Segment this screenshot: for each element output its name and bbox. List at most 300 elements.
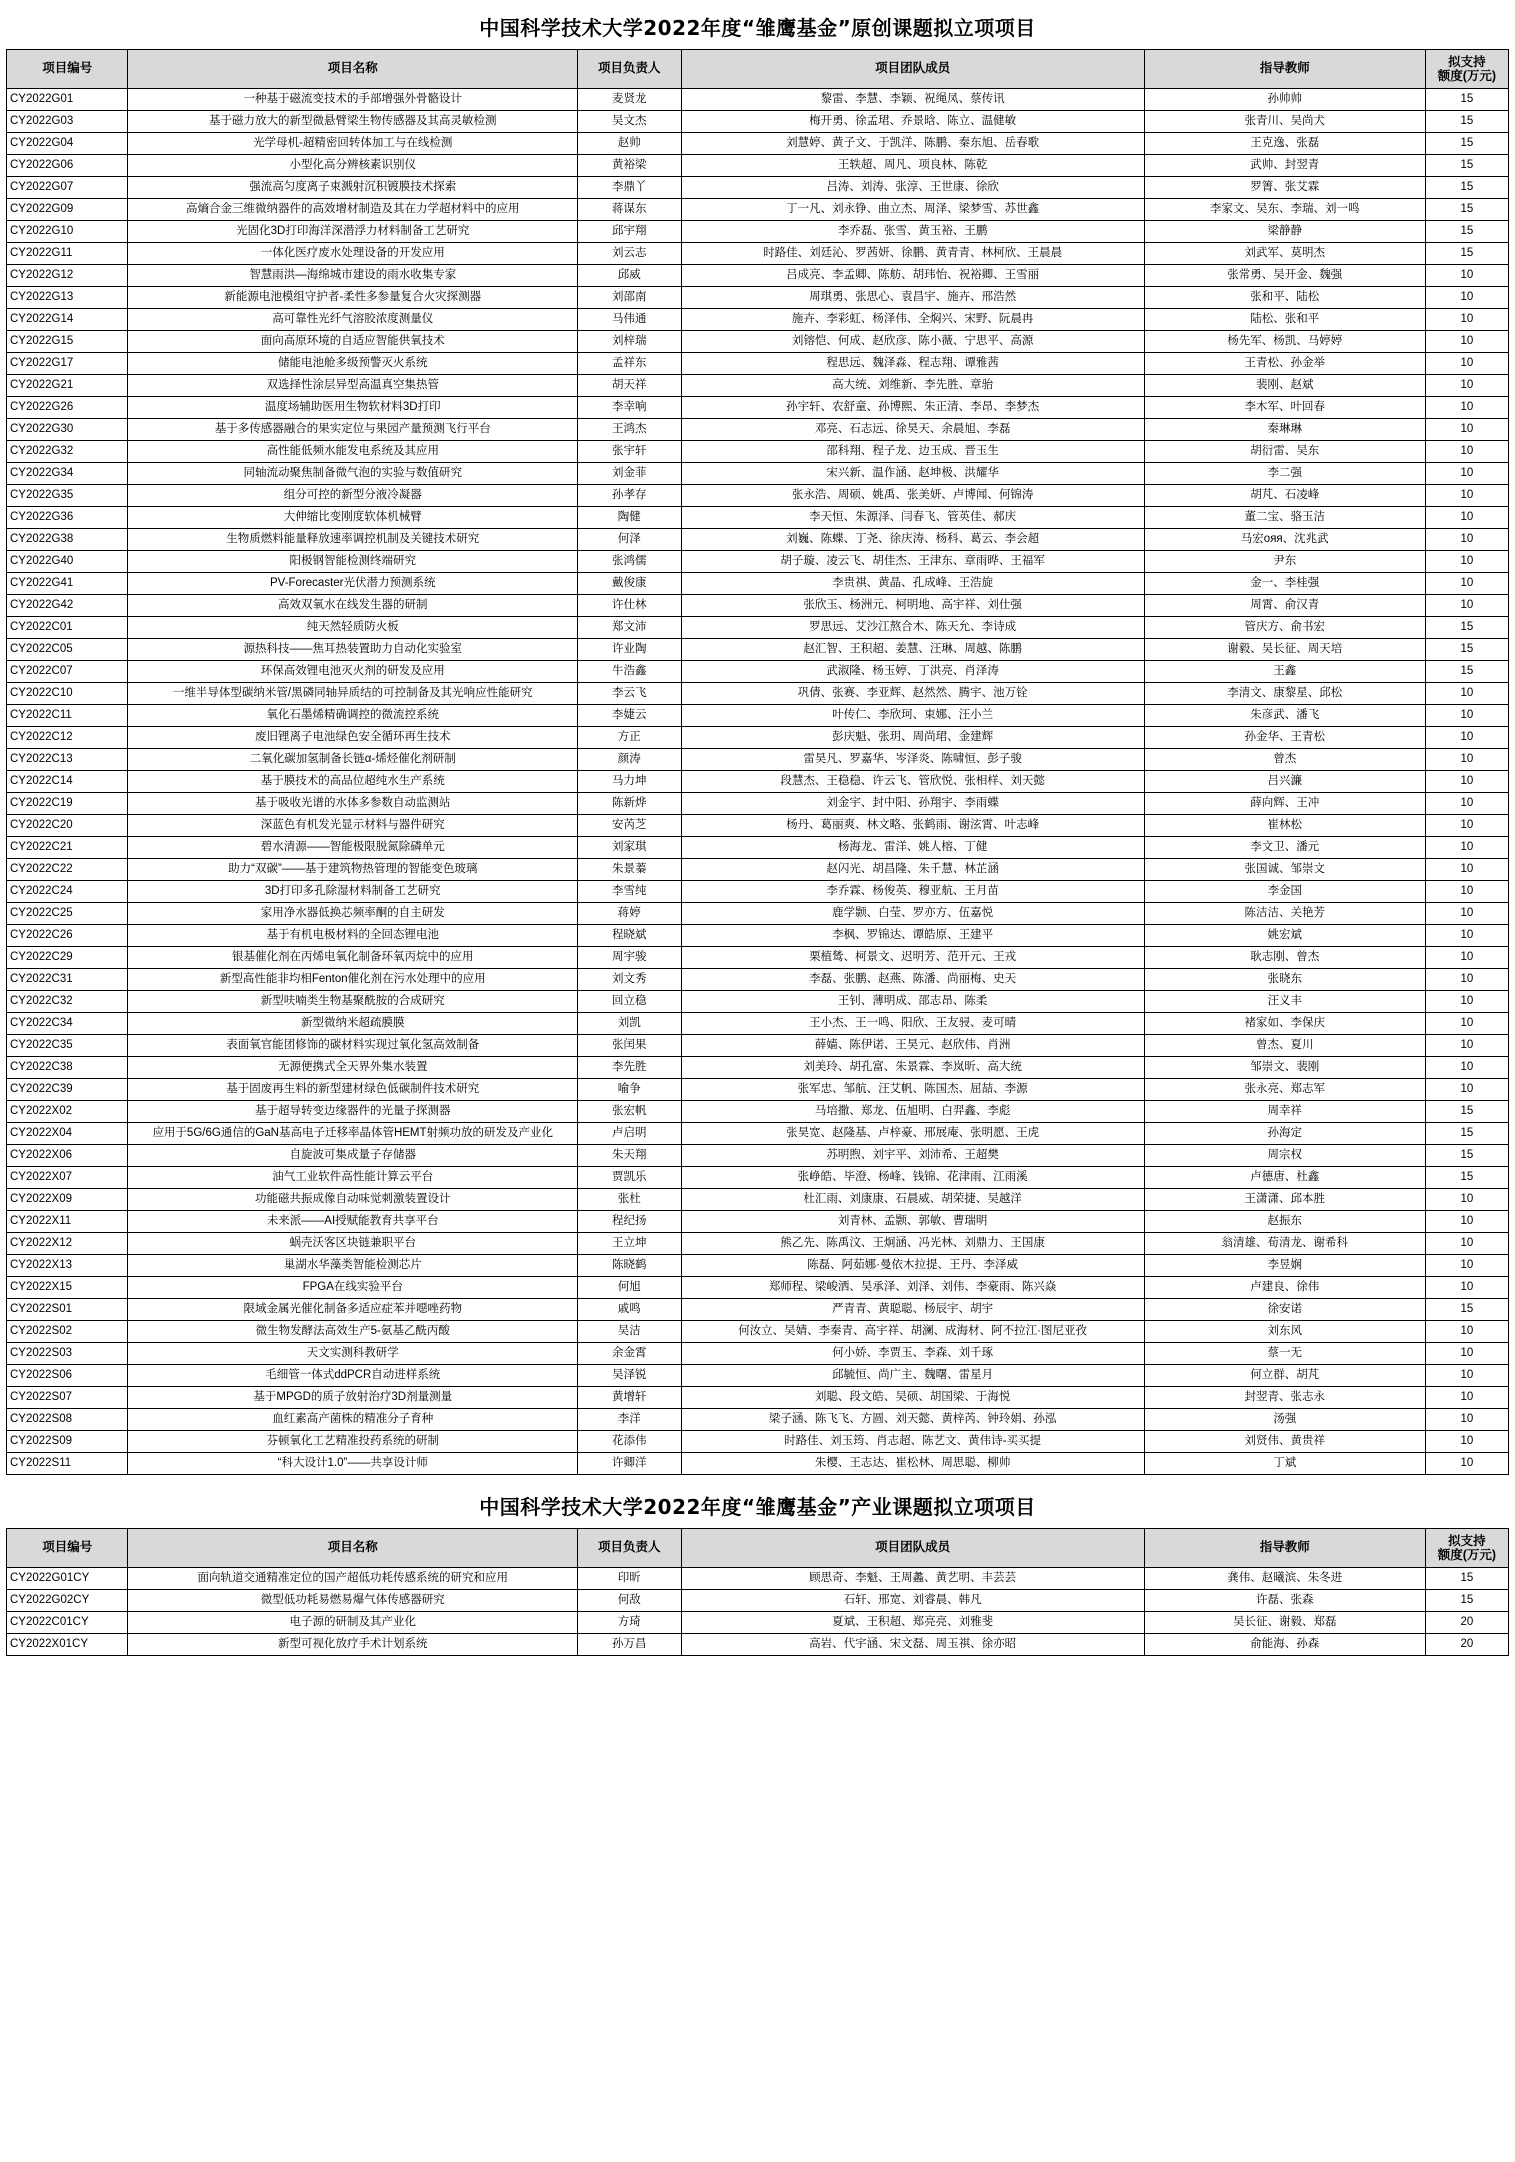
cell-project-name: 蜗壳沃客区块链兼职平台 xyxy=(128,1233,578,1255)
cell-project-id: CY2022G03 xyxy=(7,111,128,133)
cell-advisor: 徐安诺 xyxy=(1144,1299,1425,1321)
cell-advisor: 胡芃、石凌峰 xyxy=(1144,485,1425,507)
cell-project-id: CY2022X07 xyxy=(7,1167,128,1189)
cell-advisor: 谢毅、吴长征、周天培 xyxy=(1144,639,1425,661)
cell-amount: 10 xyxy=(1425,771,1508,793)
table-row xyxy=(7,1321,1509,1343)
cell-advisor: 李金国 xyxy=(1144,881,1425,903)
cell-project-id: CY2022X01CY xyxy=(7,1634,128,1656)
cell-project-id: CY2022X15 xyxy=(7,1277,128,1299)
table-row xyxy=(7,815,1509,837)
cell-advisor: 李文卫、潘元 xyxy=(1144,837,1425,859)
cell-project-team: 张峥皓、毕澄、杨峰、钱锦、花津雨、江雨溪 xyxy=(681,1167,1144,1189)
cell-amount: 10 xyxy=(1425,441,1508,463)
cell-amount: 10 xyxy=(1425,287,1508,309)
header-amount xyxy=(1425,50,1508,89)
cell-project-team: 杨丹、葛丽爽、林文略、张鹤雨、谢泫霄、叶志峰 xyxy=(681,815,1144,837)
cell-project-team: 程思远、魏泽淼、程志翔、谭雅茜 xyxy=(681,353,1144,375)
cell-project-team: 苏明煦、刘宇平、刘沛希、王超樊 xyxy=(681,1145,1144,1167)
cell-project-name: 高效双氧水在线发生器的研制 xyxy=(128,595,578,617)
table-row xyxy=(7,595,1509,617)
cell-project-name: 双选择性涂层异型高温真空集热管 xyxy=(128,375,578,397)
cell-project-leader: 戴俊康 xyxy=(578,573,681,595)
cell-advisor: 陆松、张和平 xyxy=(1144,309,1425,331)
cell-advisor: 邹崇文、裴刚 xyxy=(1144,1057,1425,1079)
cell-project-name: PV-Forecaster光伏潜力预测系统 xyxy=(128,573,578,595)
cell-project-id: CY2022C01CY xyxy=(7,1612,128,1634)
cell-project-id: CY2022C14 xyxy=(7,771,128,793)
table-row xyxy=(7,441,1509,463)
cell-project-id: CY2022X06 xyxy=(7,1145,128,1167)
cell-advisor: 李二强 xyxy=(1144,463,1425,485)
cell-advisor: 曾杰 xyxy=(1144,749,1425,771)
cell-project-name: 应用于5G/6G通信的GaN基高电子迁移率晶体管HEMT射频功放的研发及产业化 xyxy=(128,1123,578,1145)
cell-project-leader: 蒋谋东 xyxy=(578,199,681,221)
cell-project-team: 栗植鸶、柯景文、迟明芳、范开元、王戎 xyxy=(681,947,1144,969)
cell-project-id: CY2022C20 xyxy=(7,815,128,837)
cell-project-team: 薛嫱、陈伊诺、王昊元、赵欣伟、肖洲 xyxy=(681,1035,1144,1057)
cell-project-id: CY2022G06 xyxy=(7,155,128,177)
cell-amount: 10 xyxy=(1425,859,1508,881)
cell-project-team: 刘慧婷、黄子文、于凯洋、陈鹏、秦东旭、岳春歌 xyxy=(681,133,1144,155)
table-row xyxy=(7,463,1509,485)
table-row xyxy=(7,287,1509,309)
cell-project-id: CY2022X12 xyxy=(7,1233,128,1255)
cell-amount: 10 xyxy=(1425,1409,1508,1431)
cell-project-id: CY2022G38 xyxy=(7,529,128,551)
cell-project-id: CY2022G17 xyxy=(7,353,128,375)
cell-advisor: 姚宏斌 xyxy=(1144,925,1425,947)
cell-project-leader: 印昕 xyxy=(578,1568,681,1590)
cell-project-leader: 郑文沛 xyxy=(578,617,681,639)
cell-advisor: 何立群、胡芃 xyxy=(1144,1365,1425,1387)
cell-project-team: 吕涛、刘涛、张淳、王世康、徐欣 xyxy=(681,177,1144,199)
cell-project-team: 李乔霖、杨俊英、穆亚航、王月苗 xyxy=(681,881,1144,903)
cell-advisor: 张常勇、吴开金、魏强 xyxy=(1144,265,1425,287)
cell-project-id: CY2022G10 xyxy=(7,221,128,243)
table-row xyxy=(7,507,1509,529)
table-row xyxy=(7,1365,1509,1387)
cell-project-id: CY2022G15 xyxy=(7,331,128,353)
cell-project-id: CY2022G02CY xyxy=(7,1590,128,1612)
cell-project-leader: 吴泽锐 xyxy=(578,1365,681,1387)
cell-amount: 10 xyxy=(1425,1321,1508,1343)
cell-project-leader: 马力坤 xyxy=(578,771,681,793)
cell-advisor: 封翌青、张志永 xyxy=(1144,1387,1425,1409)
cell-project-team: 李乔磊、张雪、黄玉裕、王鹏 xyxy=(681,221,1144,243)
cell-advisor: 汪义丰 xyxy=(1144,991,1425,1013)
cell-project-team: 刘青林、孟颢、郭敏、曹瑞明 xyxy=(681,1211,1144,1233)
header-project-id: 项目编号 xyxy=(7,50,128,89)
cell-project-leader: 卢启明 xyxy=(578,1123,681,1145)
cell-amount: 10 xyxy=(1425,529,1508,551)
header-amount-line1: 拟支持 xyxy=(1448,1533,1486,1548)
cell-project-id: CY2022S02 xyxy=(7,1321,128,1343)
table-row xyxy=(7,749,1509,771)
cell-project-id: CY2022C21 xyxy=(7,837,128,859)
cell-project-name: 高熵合金三维微纳器件的高效增材制造及其在力学超材料中的应用 xyxy=(128,199,578,221)
cell-project-name: 氧化石墨烯精确调控的微流控系统 xyxy=(128,705,578,727)
cell-project-leader: 回立稳 xyxy=(578,991,681,1013)
cell-project-id: CY2022C22 xyxy=(7,859,128,881)
cell-amount: 10 xyxy=(1425,353,1508,375)
cell-project-team: 罗思远、艾沙江熬合木、陈天允、李诗成 xyxy=(681,617,1144,639)
header-project-team: 项目团队成员 xyxy=(681,1529,1144,1568)
cell-project-id: CY2022G14 xyxy=(7,309,128,331)
header-amount-line2: 额度(万元) xyxy=(1437,1548,1497,1562)
cell-advisor: 李家文、吴东、李瑞、刘一鸣 xyxy=(1144,199,1425,221)
cell-amount: 10 xyxy=(1425,375,1508,397)
table-row xyxy=(7,947,1509,969)
cell-advisor: 杨先军、杨凯、马婷婷 xyxy=(1144,331,1425,353)
cell-project-leader: 孙万昌 xyxy=(578,1634,681,1656)
cell-amount: 10 xyxy=(1425,1079,1508,1101)
cell-project-leader: 张宏帆 xyxy=(578,1101,681,1123)
table-row xyxy=(7,1101,1509,1123)
original-projects-table xyxy=(6,49,1509,1475)
table-row xyxy=(7,881,1509,903)
cell-project-leader: 何敌 xyxy=(578,1590,681,1612)
cell-project-name: 基于固废再生料的新型建材绿色低碳制件技术研究 xyxy=(128,1079,578,1101)
table-row xyxy=(7,419,1509,441)
cell-project-team: 刘美玲、胡孔富、朱景霖、李岚昕、高大统 xyxy=(681,1057,1144,1079)
cell-amount: 10 xyxy=(1425,727,1508,749)
cell-project-id: CY2022G12 xyxy=(7,265,128,287)
cell-amount: 20 xyxy=(1425,1612,1508,1634)
cell-project-id: CY2022X13 xyxy=(7,1255,128,1277)
cell-project-name: 环保高效锂电池灭火剂的研发及应用 xyxy=(128,661,578,683)
cell-project-id: CY2022C07 xyxy=(7,661,128,683)
header-project-name: 项目名称 xyxy=(128,50,578,89)
cell-advisor: 赵振东 xyxy=(1144,1211,1425,1233)
cell-project-leader: 黄增轩 xyxy=(578,1387,681,1409)
table-row xyxy=(7,1299,1509,1321)
cell-project-id: CY2022G01CY xyxy=(7,1568,128,1590)
cell-advisor: 武帅、封翌青 xyxy=(1144,155,1425,177)
table-row xyxy=(7,1013,1509,1035)
cell-project-leader: 麦贤龙 xyxy=(578,89,681,111)
cell-advisor: 卢德唐、杜鑫 xyxy=(1144,1167,1425,1189)
cell-amount: 10 xyxy=(1425,815,1508,837)
cell-project-leader: 刘文秀 xyxy=(578,969,681,991)
cell-project-name: 新型微纳米超疏膜膜 xyxy=(128,1013,578,1035)
cell-project-name: 基于MPGD的质子放射治疗3D剂量测量 xyxy=(128,1387,578,1409)
cell-project-leader: 许仕林 xyxy=(578,595,681,617)
cell-project-name: 基于吸收光谱的水体多参数自动监测站 xyxy=(128,793,578,815)
cell-advisor: 张晓东 xyxy=(1144,969,1425,991)
cell-project-leader: 陶健 xyxy=(578,507,681,529)
header-project-team: 项目团队成员 xyxy=(681,50,1144,89)
cell-amount: 10 xyxy=(1425,1431,1508,1453)
cell-advisor: 李昱娴 xyxy=(1144,1255,1425,1277)
cell-amount: 20 xyxy=(1425,1634,1508,1656)
table-row xyxy=(7,617,1509,639)
cell-project-name: 碧水清源——智能极限脱氮除磷单元 xyxy=(128,837,578,859)
cell-project-team: 梁子涵、陈飞飞、方圆、刘天懿、黄梓芮、钟玲娟、孙泓 xyxy=(681,1409,1144,1431)
section2-title: 中国科学技术大学2022年度“雏鹰基金”产业课题拟立项项目 xyxy=(479,1495,1036,1519)
cell-project-name: 阳极钢智能检测终端研究 xyxy=(128,551,578,573)
cell-project-name: 一体化医疗废水处理设备的开发应用 xyxy=(128,243,578,265)
cell-project-team: 孙宇轩、农舒童、孙博熙、朱正清、李昂、李梦杰 xyxy=(681,397,1144,419)
cell-project-team: 赵闪光、胡昌隆、朱千慧、林芷涵 xyxy=(681,859,1144,881)
table-row xyxy=(7,661,1509,683)
cell-project-team: 杜汇雨、刘康康、石晨威、胡荣捷、吴越洋 xyxy=(681,1189,1144,1211)
cell-project-id: CY2022G34 xyxy=(7,463,128,485)
cell-advisor: 丁斌 xyxy=(1144,1453,1425,1475)
cell-project-id: CY2022X04 xyxy=(7,1123,128,1145)
cell-advisor: 王鑫 xyxy=(1144,661,1425,683)
cell-project-id: CY2022G40 xyxy=(7,551,128,573)
cell-project-id: CY2022C12 xyxy=(7,727,128,749)
cell-project-team: 刘镕恺、何成、赵欣彦、陈小薇、宁思平、高源 xyxy=(681,331,1144,353)
cell-project-leader: 周宇骏 xyxy=(578,947,681,969)
cell-project-name: 油气工业软件高性能计算云平台 xyxy=(128,1167,578,1189)
cell-amount: 15 xyxy=(1425,1145,1508,1167)
cell-amount: 15 xyxy=(1425,111,1508,133)
cell-project-id: CY2022C31 xyxy=(7,969,128,991)
cell-project-name: 天文实测科教研学 xyxy=(128,1343,578,1365)
cell-project-team: 周琪勇、张思心、袁昌宇、施卉、邢浩然 xyxy=(681,287,1144,309)
cell-advisor: 褚家如、李保庆 xyxy=(1144,1013,1425,1035)
cell-project-id: CY2022G13 xyxy=(7,287,128,309)
cell-advisor: 崔林松 xyxy=(1144,815,1425,837)
cell-project-name: “科大设计1.0”——共享设计师 xyxy=(128,1453,578,1475)
table-row xyxy=(7,1189,1509,1211)
table-row xyxy=(7,1431,1509,1453)
cell-project-leader: 李幸响 xyxy=(578,397,681,419)
table-row xyxy=(7,1079,1509,1101)
table-row xyxy=(7,133,1509,155)
cell-amount: 15 xyxy=(1425,155,1508,177)
cell-project-id: CY2022G04 xyxy=(7,133,128,155)
cell-project-team: 杨海龙、雷洋、姚人榕、丁健 xyxy=(681,837,1144,859)
cell-advisor: 董二宝、骆玉洁 xyxy=(1144,507,1425,529)
cell-project-team: 马培撒、郑龙、伍旭明、白羿鑫、李彪 xyxy=(681,1101,1144,1123)
cell-advisor: 朱彦武、潘飞 xyxy=(1144,705,1425,727)
cell-project-name: 深蓝色有机发光显示材料与器件研究 xyxy=(128,815,578,837)
cell-project-name: 血红素高产菌株的精准分子育种 xyxy=(128,1409,578,1431)
cell-advisor: 许磊、张森 xyxy=(1144,1590,1425,1612)
cell-amount: 10 xyxy=(1425,705,1508,727)
cell-project-name: 新能源电池模组守护者-柔性多参量复合火灾探测器 xyxy=(128,287,578,309)
cell-project-leader: 许卿洋 xyxy=(578,1453,681,1475)
cell-project-name: 一维半导体型碳纳米管/黑磷同轴异质结的可控制备及其光响应性能研究 xyxy=(128,683,578,705)
cell-project-name: 一种基于磁流变技术的手部增强外骨骼设计 xyxy=(128,89,578,111)
cell-project-team: 宋兴新、温作涵、赵坤极、洪耀华 xyxy=(681,463,1144,485)
cell-project-leader: 喻争 xyxy=(578,1079,681,1101)
cell-project-leader: 何旭 xyxy=(578,1277,681,1299)
cell-project-team: 黎雷、李慧、李颖、祝绳凤、蔡传讯 xyxy=(681,89,1144,111)
cell-project-leader: 朱景蓁 xyxy=(578,859,681,881)
cell-amount: 10 xyxy=(1425,463,1508,485)
cell-advisor: 刘贤伟、黄贵祥 xyxy=(1144,1431,1425,1453)
cell-project-leader: 孟祥东 xyxy=(578,353,681,375)
cell-project-leader: 陈晓鹤 xyxy=(578,1255,681,1277)
cell-advisor: 张永亮、郑志军 xyxy=(1144,1079,1425,1101)
cell-project-name: 面向高原环境的自适应智能供氧技术 xyxy=(128,331,578,353)
cell-project-leader: 陈新烨 xyxy=(578,793,681,815)
cell-project-leader: 王立坤 xyxy=(578,1233,681,1255)
table-row xyxy=(7,1453,1509,1475)
cell-amount: 10 xyxy=(1425,793,1508,815)
cell-project-team: 李贵祺、黄晶、孔成峰、王浩旋 xyxy=(681,573,1144,595)
cell-project-leader: 胡天祥 xyxy=(578,375,681,397)
table-row xyxy=(7,1255,1509,1277)
cell-project-name: 同轴流动聚焦制备微气泡的实验与数值研究 xyxy=(128,463,578,485)
cell-advisor: 龚伟、赵曦滨、朱冬进 xyxy=(1144,1568,1425,1590)
table-row xyxy=(7,1145,1509,1167)
cell-advisor: 刘东风 xyxy=(1144,1321,1425,1343)
cell-project-id: CY2022S06 xyxy=(7,1365,128,1387)
cell-amount: 10 xyxy=(1425,683,1508,705)
cell-amount: 10 xyxy=(1425,551,1508,573)
table-row xyxy=(7,1211,1509,1233)
table-row xyxy=(7,793,1509,815)
cell-project-team: 施卉、李彩虹、杨泽伟、全焖兴、宋野、阮晨冉 xyxy=(681,309,1144,331)
cell-project-name: 微型低功耗易燃易爆气体传感器研究 xyxy=(128,1590,578,1612)
cell-advisor: 王克逸、张磊 xyxy=(1144,133,1425,155)
cell-amount: 10 xyxy=(1425,331,1508,353)
cell-advisor: 周幸祥 xyxy=(1144,1101,1425,1123)
cell-project-name: 纯天然轻质防火板 xyxy=(128,617,578,639)
cell-project-team: 时路佳、刘玉筠、肖志超、陈艺文、黄伟诗-买买提 xyxy=(681,1431,1144,1453)
cell-advisor: 梁静静 xyxy=(1144,221,1425,243)
cell-project-leader: 马伟通 xyxy=(578,309,681,331)
cell-project-team: 何汝立、吴婧、李秦青、高宇祥、胡澜、成海材、阿不拉江·图尼亚孜 xyxy=(681,1321,1144,1343)
table-row xyxy=(7,89,1509,111)
cell-project-leader: 蒋婷 xyxy=(578,903,681,925)
cell-project-name: 基于磁力放大的新型微悬臂梁生物传感器及其高灵敏检测 xyxy=(128,111,578,133)
cell-project-leader: 程晓斌 xyxy=(578,925,681,947)
cell-project-team: 鹿学颢、白莹、罗亦方、伍嘉悦 xyxy=(681,903,1144,925)
cell-project-leader: 朱天翔 xyxy=(578,1145,681,1167)
cell-project-team: 何小娇、李贾玉、李森、刘千琢 xyxy=(681,1343,1144,1365)
cell-amount: 10 xyxy=(1425,1233,1508,1255)
cell-project-team: 夏斌、王积超、郑亮亮、刘雅斐 xyxy=(681,1612,1144,1634)
cell-project-team: 李天恒、朱源泽、闫春飞、管英佳、郝庆 xyxy=(681,507,1144,529)
cell-amount: 10 xyxy=(1425,969,1508,991)
cell-amount: 10 xyxy=(1425,1255,1508,1277)
table-row xyxy=(7,969,1509,991)
cell-project-name: 基于超导转变边缘器件的光量子探测器 xyxy=(128,1101,578,1123)
cell-project-leader: 何泽 xyxy=(578,529,681,551)
cell-project-leader: 刘凯 xyxy=(578,1013,681,1035)
table-row xyxy=(7,573,1509,595)
cell-project-leader: 吴文杰 xyxy=(578,111,681,133)
cell-project-name: 3D打印多孔除湿材料制备工艺研究 xyxy=(128,881,578,903)
cell-amount: 15 xyxy=(1425,1299,1508,1321)
cell-project-name: 基于膜技术的高品位超纯水生产系统 xyxy=(128,771,578,793)
cell-amount: 10 xyxy=(1425,573,1508,595)
cell-advisor: 汤强 xyxy=(1144,1409,1425,1431)
cell-project-name: 自旋波可集成量子存储器 xyxy=(128,1145,578,1167)
cell-project-id: CY2022C38 xyxy=(7,1057,128,1079)
cell-amount: 15 xyxy=(1425,661,1508,683)
cell-advisor: 孙金华、王青松 xyxy=(1144,727,1425,749)
cell-advisor: 张国诚、邹崇文 xyxy=(1144,859,1425,881)
cell-project-leader: 黄裕梁 xyxy=(578,155,681,177)
cell-amount: 10 xyxy=(1425,1277,1508,1299)
cell-project-name: 芬顿氧化工艺精准投药系统的研制 xyxy=(128,1431,578,1453)
cell-project-leader: 李婕云 xyxy=(578,705,681,727)
header-project-name: 项目名称 xyxy=(128,1529,578,1568)
cell-project-id: CY2022G36 xyxy=(7,507,128,529)
cell-project-team: 武淑隆、杨玉婷、丁洪亮、肖泽涛 xyxy=(681,661,1144,683)
cell-project-leader: 余金霄 xyxy=(578,1343,681,1365)
cell-project-name: 二氧化碳加氢制备长链α-烯烃催化剂研制 xyxy=(128,749,578,771)
cell-project-team: 刘巍、陈蝶、丁尧、徐庆涛、杨科、葛云、李会超 xyxy=(681,529,1144,551)
cell-project-id: CY2022S03 xyxy=(7,1343,128,1365)
table-row xyxy=(7,991,1509,1013)
table-row xyxy=(7,1233,1509,1255)
table-row xyxy=(7,155,1509,177)
cell-amount: 10 xyxy=(1425,1387,1508,1409)
cell-advisor: 曾杰、夏川 xyxy=(1144,1035,1425,1057)
cell-project-leader: 牛浩鑫 xyxy=(578,661,681,683)
table-row xyxy=(7,1387,1509,1409)
cell-advisor: 张和平、陆松 xyxy=(1144,287,1425,309)
table-row xyxy=(7,353,1509,375)
cell-amount: 15 xyxy=(1425,133,1508,155)
cell-project-id: CY2022C39 xyxy=(7,1079,128,1101)
cell-project-id: CY2022G26 xyxy=(7,397,128,419)
cell-project-id: CY2022X11 xyxy=(7,1211,128,1233)
cell-project-id: CY2022G21 xyxy=(7,375,128,397)
cell-advisor: 孙海定 xyxy=(1144,1123,1425,1145)
cell-project-name: 毛细管一体式ddPCR自动进样系统 xyxy=(128,1365,578,1387)
cell-project-id: CY2022C25 xyxy=(7,903,128,925)
cell-project-id: CY2022C11 xyxy=(7,705,128,727)
cell-advisor: 薛向辉、王冲 xyxy=(1144,793,1425,815)
cell-project-leader: 花添伟 xyxy=(578,1431,681,1453)
header-project-id: 项目编号 xyxy=(7,1529,128,1568)
cell-project-team: 梅开勇、徐孟珺、乔景晗、陈立、温健敏 xyxy=(681,111,1144,133)
cell-advisor: 金一、李桂强 xyxy=(1144,573,1425,595)
header-advisor: 指导教师 xyxy=(1144,1529,1425,1568)
cell-advisor: 吴长征、谢毅、郑磊 xyxy=(1144,1612,1425,1634)
cell-project-id: CY2022C34 xyxy=(7,1013,128,1035)
cell-project-leader: 吴洁 xyxy=(578,1321,681,1343)
cell-project-leader: 赵帅 xyxy=(578,133,681,155)
cell-project-team: 段慧杰、王稳稳、许云飞、管欣悦、张相样、刘天懿 xyxy=(681,771,1144,793)
table-row xyxy=(7,1343,1509,1365)
cell-project-name: 银基催化剂在丙烯电氧化制备环氧丙烷中的应用 xyxy=(128,947,578,969)
cell-project-leader: 安芮芝 xyxy=(578,815,681,837)
cell-project-team: 高大统、刘维新、李先胜、章骀 xyxy=(681,375,1144,397)
cell-project-leader: 刘邵南 xyxy=(578,287,681,309)
cell-amount: 15 xyxy=(1425,1568,1508,1590)
cell-project-id: CY2022S07 xyxy=(7,1387,128,1409)
cell-amount: 10 xyxy=(1425,397,1508,419)
cell-amount: 10 xyxy=(1425,749,1508,771)
cell-project-leader: 李洋 xyxy=(578,1409,681,1431)
cell-amount: 15 xyxy=(1425,1123,1508,1145)
cell-project-name: 组分可控的新型分液冷凝器 xyxy=(128,485,578,507)
cell-project-leader: 李雪纯 xyxy=(578,881,681,903)
cell-advisor: 秦琳琳 xyxy=(1144,419,1425,441)
cell-project-id: CY2022C32 xyxy=(7,991,128,1013)
cell-amount: 10 xyxy=(1425,485,1508,507)
cell-amount: 10 xyxy=(1425,925,1508,947)
cell-amount: 10 xyxy=(1425,309,1508,331)
cell-project-id: CY2022C24 xyxy=(7,881,128,903)
cell-project-name: 光固化3D打印海洋深潜浮力材料制备工艺研究 xyxy=(128,221,578,243)
cell-amount: 15 xyxy=(1425,221,1508,243)
cell-project-leader: 程纪扬 xyxy=(578,1211,681,1233)
cell-advisor: 周宗权 xyxy=(1144,1145,1425,1167)
cell-project-team: 郑师程、梁峻洒、吴承泽、刘泽、刘伟、李豪雨、陈兴焱 xyxy=(681,1277,1144,1299)
header-amount xyxy=(1425,1529,1508,1568)
